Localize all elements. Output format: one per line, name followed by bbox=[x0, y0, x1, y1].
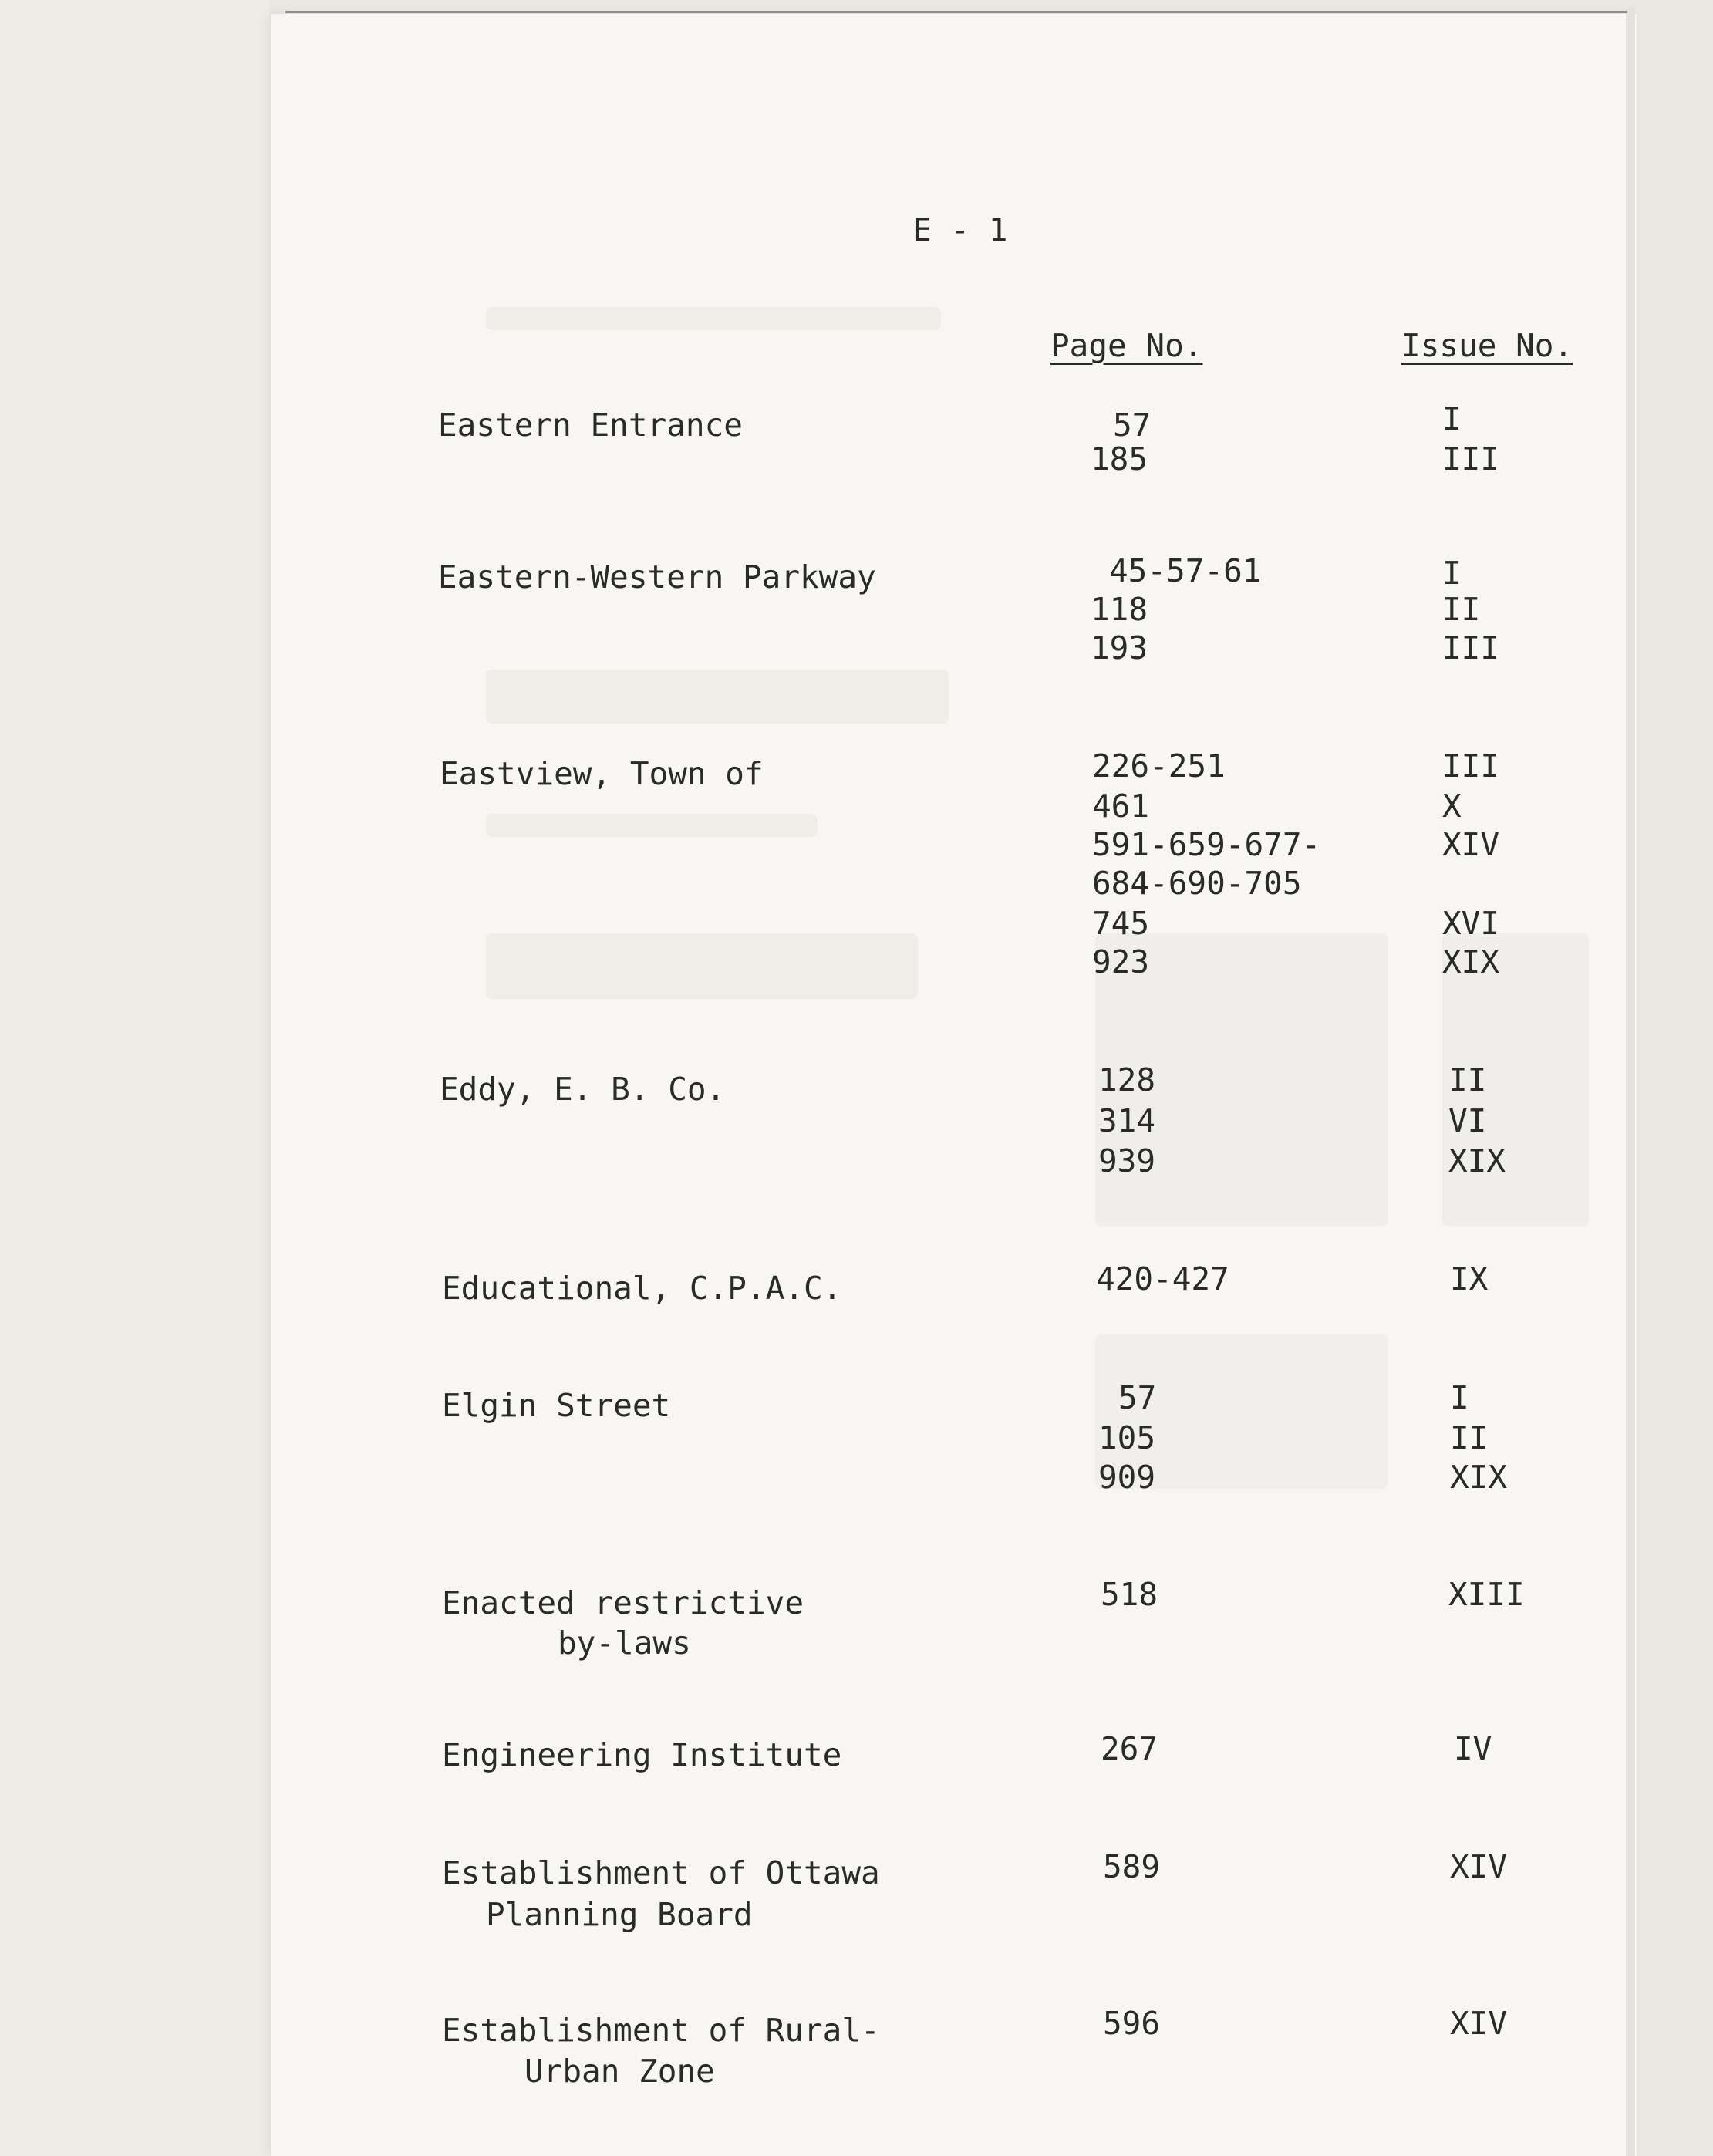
page-no-header: Page No. bbox=[1050, 327, 1203, 364]
entry-name: Establishment of Ottawa bbox=[442, 1854, 880, 1891]
entry-issue: XIX bbox=[1448, 1142, 1506, 1179]
entry-page: 939 bbox=[1098, 1142, 1156, 1179]
entry-name-continued: Planning Board bbox=[486, 1896, 753, 1933]
entry-page: 745 bbox=[1092, 905, 1150, 942]
entry-name: Enacted restrictive bbox=[442, 1584, 804, 1621]
entry-issue: I bbox=[1442, 400, 1462, 437]
entry-issue: I bbox=[1442, 555, 1462, 592]
entry-issue: XIV bbox=[1442, 826, 1500, 863]
entry-page: 185 bbox=[1091, 440, 1148, 477]
entry-page: 518 bbox=[1101, 1576, 1158, 1613]
entry-page: 267 bbox=[1101, 1730, 1158, 1767]
entry-page: 57 bbox=[1113, 407, 1152, 444]
facing-page bbox=[0, 0, 270, 2156]
entry-name: Eddy, E. B. Co. bbox=[440, 1071, 726, 1108]
entry-page: 226-251 bbox=[1092, 747, 1226, 784]
entry-page: 118 bbox=[1091, 591, 1148, 628]
entry-page: 923 bbox=[1092, 943, 1150, 980]
entry-issue: VI bbox=[1448, 1102, 1487, 1139]
entry-page: 461 bbox=[1092, 788, 1150, 825]
page-edge bbox=[1626, 8, 1635, 2156]
entry-issue: I bbox=[1450, 1379, 1469, 1416]
entry-page: 684-690-705 bbox=[1092, 865, 1302, 902]
entry-name: Elgin Street bbox=[442, 1387, 671, 1424]
entry-issue: X bbox=[1442, 788, 1462, 825]
entry-issue: IX bbox=[1450, 1260, 1489, 1297]
entry-page: 193 bbox=[1091, 629, 1148, 666]
entry-name: Eastview, Town of bbox=[440, 755, 764, 792]
entry-issue: XIX bbox=[1450, 1459, 1508, 1496]
entry-page: 596 bbox=[1103, 2005, 1161, 2042]
page-top-edge bbox=[285, 11, 1627, 13]
page-title: E - 1 bbox=[912, 211, 1008, 248]
entry-page: 128 bbox=[1098, 1061, 1156, 1098]
entry-name-continued: by-laws bbox=[558, 1625, 691, 1662]
entry-name-continued: Urban Zone bbox=[524, 2053, 715, 2090]
entry-page: 591-659-677- bbox=[1092, 826, 1321, 863]
entry-name: Engineering Institute bbox=[442, 1736, 842, 1773]
entry-issue: II bbox=[1448, 1061, 1487, 1098]
entry-name: Educational, C.P.A.C. bbox=[442, 1270, 842, 1307]
entry-issue: II bbox=[1442, 591, 1481, 628]
entry-issue: XIV bbox=[1450, 1848, 1508, 1885]
entry-page: 45-57-61 bbox=[1109, 552, 1262, 589]
entry-issue: XIII bbox=[1448, 1576, 1525, 1613]
entry-issue: III bbox=[1442, 440, 1500, 477]
entry-page: 589 bbox=[1103, 1848, 1161, 1885]
entry-name: Establishment of Rural- bbox=[442, 2012, 880, 2049]
entry-page: 57 bbox=[1118, 1379, 1157, 1416]
entry-issue: XIX bbox=[1442, 943, 1500, 980]
entry-issue: IV bbox=[1454, 1730, 1492, 1767]
entry-page: 909 bbox=[1098, 1459, 1156, 1496]
entry-issue: XIV bbox=[1450, 2005, 1508, 2042]
entry-name: Eastern Entrance bbox=[438, 407, 743, 444]
entry-page: 420-427 bbox=[1096, 1260, 1229, 1297]
issue-no-header: Issue No. bbox=[1401, 327, 1573, 364]
entry-issue: III bbox=[1442, 629, 1500, 666]
entry-issue: III bbox=[1442, 747, 1500, 784]
entry-page: 105 bbox=[1098, 1419, 1156, 1456]
entry-page: 314 bbox=[1098, 1102, 1156, 1139]
entry-name: Eastern-Western Parkway bbox=[438, 558, 876, 596]
entry-issue: XVI bbox=[1442, 905, 1500, 942]
entry-issue: II bbox=[1450, 1419, 1489, 1456]
